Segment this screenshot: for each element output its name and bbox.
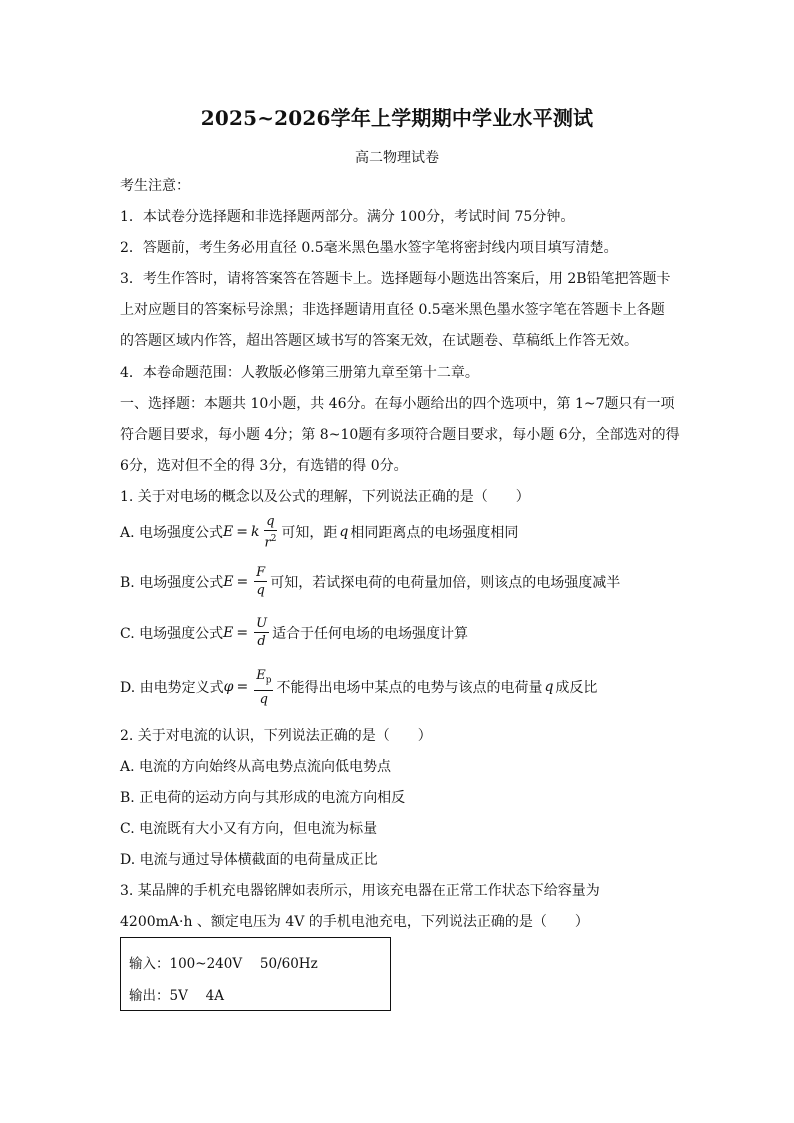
formula-symbol: q <box>339 524 349 541</box>
notice-item: 4．本卷命题范围：人教版必修第三册第九章至第十二章。 <box>120 365 479 381</box>
formula-symbol: E <box>223 573 234 590</box>
nameplate-input: 输入：100~240V 50/60Hz <box>129 956 318 972</box>
option-text: 可知，距 <box>281 525 338 542</box>
formula-symbol: E <box>223 524 234 541</box>
formula-fraction <box>254 615 269 650</box>
option-text: A. 电场强度公式 <box>120 525 224 542</box>
section-instruction: 6分，选对但不全的得 3分，有选错的得 0分。 <box>120 458 408 474</box>
fraction-denominator: d <box>257 634 266 649</box>
fraction-denominator <box>262 531 278 551</box>
question-stem: 1. 关于对电场的概念以及公式的理解，下列说法正确的是（ ） <box>120 489 530 505</box>
option-d: D. 电流与通过导体横截面的电荷量成正比 <box>120 852 378 868</box>
formula-symbol: q <box>544 679 554 696</box>
option-c <box>120 615 468 650</box>
formula-symbol: = <box>236 524 248 541</box>
question-stem: 4200mA·h 、额定电压为 4V 的手机电池充电，下列说法正确的是（ ） <box>120 914 589 930</box>
page-subtitle: 高二物理试卷 <box>355 150 439 166</box>
formula-symbol: E <box>256 668 266 683</box>
option-b: B. 正电荷的运动方向与其形成的电流方向相反 <box>120 790 406 806</box>
section-instruction: 符合题目要求，每小题 4分；第 8~10题有多项符合题目要求，每小题 6分，全部选对的得 <box>120 427 680 443</box>
formula-symbol: = <box>236 624 249 641</box>
formula-symbol: = <box>236 679 249 696</box>
formula-symbol: k <box>250 524 260 541</box>
notice-item: 2．答题前，考生务必用直径 0.5毫米黑色墨水签字笔将密封线内项目填写清楚。 <box>120 240 618 256</box>
formula-symbol: φ <box>223 679 234 696</box>
option-d <box>120 667 597 708</box>
formula-fraction <box>254 667 273 708</box>
fraction-numerator: q <box>266 514 275 529</box>
option-b <box>120 564 620 599</box>
option-a <box>120 513 518 551</box>
option-text: C. 电场强度公式 <box>120 625 224 642</box>
formula-exponent: 2 <box>270 534 277 544</box>
page-title: 2025~2026学年上学期期中学业水平测试 <box>200 106 594 130</box>
formula-subscript: p <box>265 675 272 686</box>
option-text: 成反比 <box>555 680 598 697</box>
option-text: B. 电场强度公式 <box>120 574 224 591</box>
question-stem: 2. 关于对电流的认识，下列说法正确的是（ ） <box>120 728 432 744</box>
option-c: C. 电流既有大小又有方向，但电流为标量 <box>120 821 378 837</box>
nameplate-output: 输出：5V 4A <box>129 988 224 1004</box>
option-a: A. 电流的方向始终从高电势点流向低电势点 <box>120 759 392 775</box>
section-instruction: 一、选择题：本题共 10小题，共 46分。在每小题给出的四个选项中，第 1~7题只有一项 <box>120 396 675 412</box>
formula-fraction <box>254 564 267 599</box>
fraction-denominator: q <box>259 691 268 707</box>
formula-symbol: r <box>264 535 271 551</box>
notice-item: 的答题区域内作答，超出答题区域书写的答案无效，在试题卷、草稿纸上作答无效。 <box>120 333 638 349</box>
fraction-numerator <box>254 667 273 691</box>
notice-item: 1．本试卷分选择题和非选择题两部分。满分 100分，考试时间 75分钟。 <box>120 209 575 225</box>
notice-item: 3．考生作答时，请将答案答在答题卡上。选择题每小题选出答案后，用 2B铅笔把答题卡 <box>120 271 671 287</box>
option-text: 可知，若试探电荷的电荷量加倍，则该点的电场强度减半 <box>270 574 621 591</box>
formula-symbol: = <box>236 573 249 590</box>
formula-symbol: E <box>223 624 234 641</box>
charger-nameplate-table <box>120 937 391 1011</box>
fraction-denominator: q <box>256 583 265 598</box>
option-text: 适合于任何电场的电场强度计算 <box>272 625 469 642</box>
option-text: D. 由电势定义式 <box>120 680 224 697</box>
notice-item: 上对应题目的答案标号涂黑；非选择题请用直径 0.5毫米黑色墨水签字笔在答题卡上各题 <box>120 302 665 318</box>
question-stem: 3. 某品牌的手机充电器铭牌如表所示，用该充电器在正常工作状态下给容量为 <box>120 883 600 899</box>
formula-fraction <box>262 513 278 551</box>
option-text: 相同距离点的电场强度相同 <box>350 525 519 542</box>
option-text: 不能得出电场中某点的电势与该点的电荷量 <box>276 680 543 697</box>
notice-heading: 考生注意： <box>120 178 190 194</box>
fraction-numerator: F <box>256 565 266 580</box>
fraction-numerator: U <box>256 616 268 631</box>
